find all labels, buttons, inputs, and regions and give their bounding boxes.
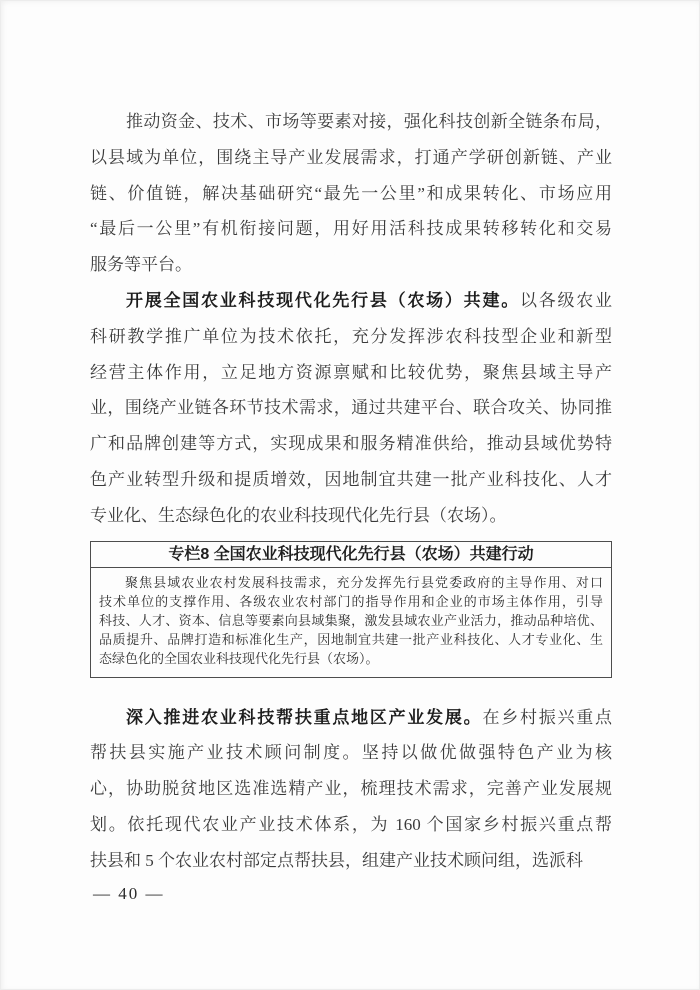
text-line: 扶县和 5 个农业农村部定点帮扶县，组建产业技术顾问组，选派科: [90, 850, 583, 870]
text-line: 品质提升、品牌打造和标准化生产，因地制宜共建一批产业科技化、人才专业化、生: [99, 632, 603, 648]
text-line: 经营主体作用，立足地方资源禀赋和比较优势，聚焦县域主导产: [90, 362, 612, 382]
page-content: [90, 104, 612, 879]
text-line: 广和品牌创建等方式，实现成果和服务精准供给，推动县域优势特: [90, 434, 612, 454]
column-8-box-title: 专栏8 全国农业科技现代化先行县（农场）共建行动: [91, 542, 611, 568]
text-line: 聚焦县域农业农村发展科技需求，充分发挥先行县党委政府的主导作用、对口: [125, 574, 603, 590]
paragraph-3: [90, 700, 612, 879]
text-line: 推动资金、技术、市场等要素对接，强化科技创新全链条布局，: [126, 112, 612, 131]
paragraph-1: [90, 104, 612, 283]
text-line: 心，协助脱贫地区选准选精产业，梳理技术需求，完善产业发展规: [90, 779, 612, 799]
text-line: 专业化、生态绿色化的农业科技现代化先行县（农场）。: [90, 505, 507, 525]
column-8-callout-box: [90, 541, 612, 678]
text-line: 技术单位的支撑作用、各级农业农村部门的指导作用和企业的市场主体作用，引导: [99, 593, 603, 609]
bold-lead-text: 开展全国农业科技现代化先行县（农场）共建。: [126, 290, 520, 310]
text-line: 科研教学推广单位为技术依托，充分发挥涉农科技型企业和新型: [90, 326, 612, 346]
text-line: 科技、人才、资本、信息等要素向县域集聚，激发县域农业产业活力，推动品种培优、: [99, 612, 603, 628]
text-line: 深入推进农业科技帮扶重点地区产业发展。在乡村振兴重点: [126, 707, 612, 727]
page-number: — 40 —: [93, 884, 165, 903]
text-line: 业，围绕产业链各环节技术需求，通过共建平台、联合攻关、协同推: [90, 398, 612, 418]
text-line: 划。依托现代农业产业技术体系，为 160 个国家乡村振兴重点帮: [90, 814, 612, 834]
text-line: 帮扶县实施产业技术顾问制度。坚持以做优做强特色产业为核: [90, 743, 612, 763]
column-8-box-body: [91, 568, 611, 677]
text-line: 以县域为单位，围绕主导产业发展需求，打通产学研创新链、产业: [90, 147, 612, 167]
text-line: 链、价值链，解决基础研究“最先一公里”和成果转化、市场应用: [90, 183, 612, 203]
bold-lead-text: 深入推进农业科技帮扶重点地区产业发展。: [126, 707, 483, 727]
text-line: 服务等平台。: [90, 255, 192, 275]
text-line: 色产业转型升级和提质增效，因地制宜共建一批产业科技化、人才: [90, 469, 612, 489]
text-line: “最后一公里”有机衔接问题，用好用活科技成果转移转化和交易: [90, 219, 612, 239]
text-line: 开展全国农业科技现代化先行县（农场）共建。以各级农业: [126, 290, 612, 310]
text-line: 态绿色化的全国农业科技现代化先行县（农场）。: [99, 651, 379, 667]
paragraph-2: [90, 283, 612, 534]
